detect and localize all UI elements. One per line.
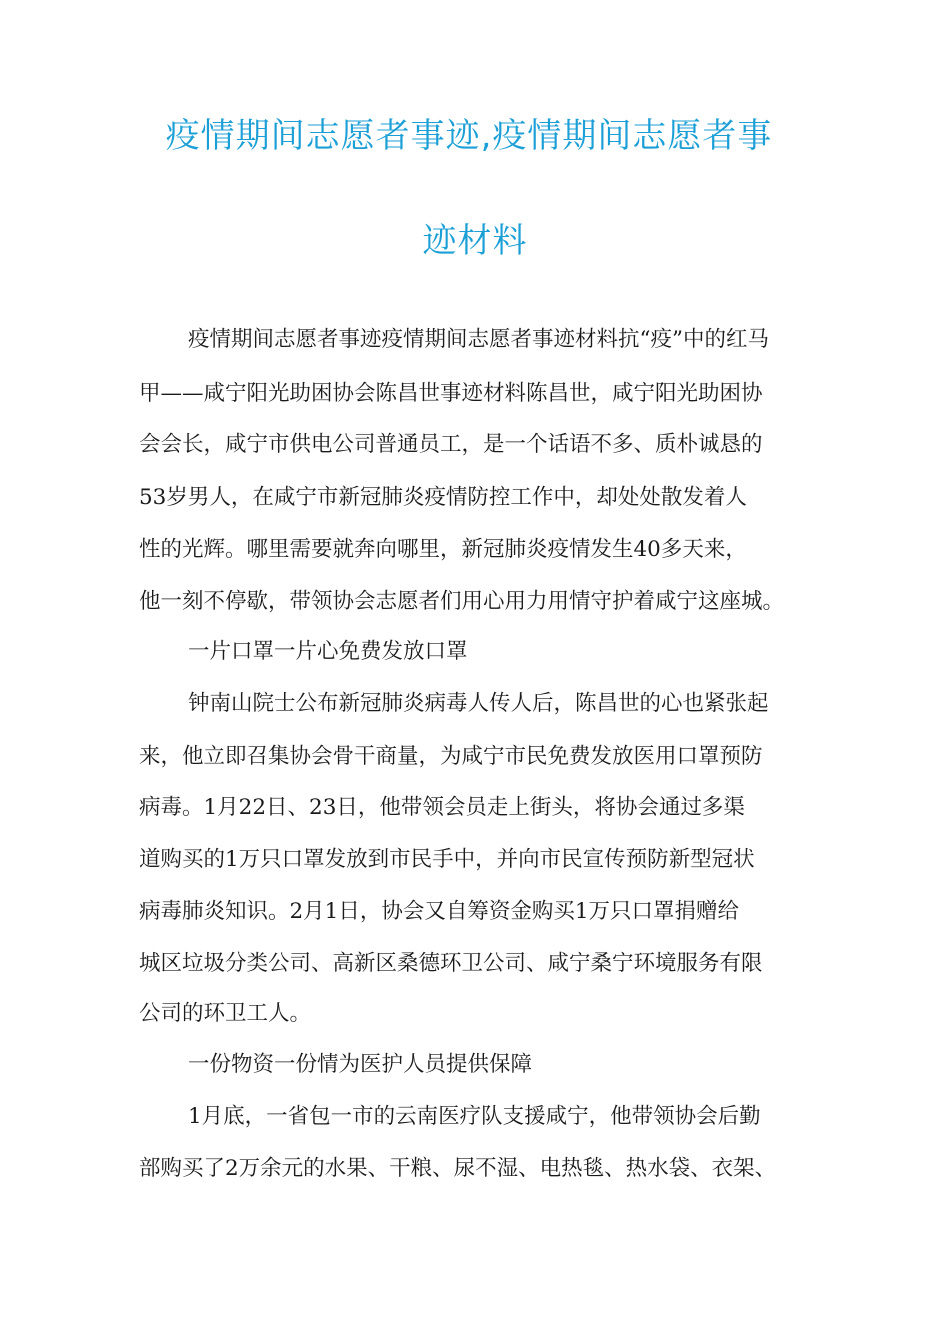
body-line: 他一刻不停歇，带领协会志愿者们用心用力用情守护着咸宁这座城。 (139, 589, 785, 614)
body-line: 性的光辉。哪里需要就奔向哪里，新冠肺炎疫情发生40多天来， (139, 537, 747, 562)
document-title-line-2: 迹材料 (422, 221, 528, 261)
body-line: 病毒。1月22日、23日，他带领会员走上街头，将协会通过多渠 (139, 795, 745, 820)
body-line: 钟南山院士公布新冠肺炎病毒人传人后，陈昌世的心也紧张起 (188, 691, 769, 716)
body-line: 甲——咸宁阳光助困协会陈昌世事迹材料陈昌世，咸宁阳光助困协 (139, 381, 763, 406)
body-line: 部购买了2万余元的水果、干粮、尿不湿、电热毯、热水袋、衣架、 (139, 1156, 777, 1181)
body-line: 道购买的1万只口罩发放到市民手中，并向市民宣传预防新型冠状 (139, 847, 755, 872)
body-line: 会会长，咸宁市供电公司普通员工，是一个话语不多、质朴诚恳的 (139, 432, 763, 457)
document-title-line-1: 疫情期间志愿者事迹,疫情期间志愿者事 (165, 116, 773, 156)
body-line: 来，他立即召集协会骨干商量，为咸宁市民免费发放医用口罩预防 (139, 744, 763, 769)
body-line: 疫情期间志愿者事迹疫情期间志愿者事迹材料抗“疫”中的红马 (188, 327, 769, 352)
body-line: 1月底，一省包一市的云南医疗队支援咸宁，他带领协会后勤 (188, 1104, 761, 1129)
body-line: 一份物资一份情为医护人员提供保障 (188, 1052, 533, 1077)
body-line: 一片口罩一片心免费发放口罩 (188, 639, 468, 664)
body-line: 城区垃圾分类公司、高新区桑德环卫公司、咸宁桑宁环境服务有限 (139, 951, 763, 976)
body-line: 公司的环卫工人。 (139, 1001, 312, 1026)
body-line: 病毒肺炎知识。2月1日，协会又自筹资金购买1万只口罩捐赠给 (139, 899, 740, 924)
body-line: 53岁男人，在咸宁市新冠肺炎疫情防控工作中，却处处散发着人 (139, 485, 747, 510)
